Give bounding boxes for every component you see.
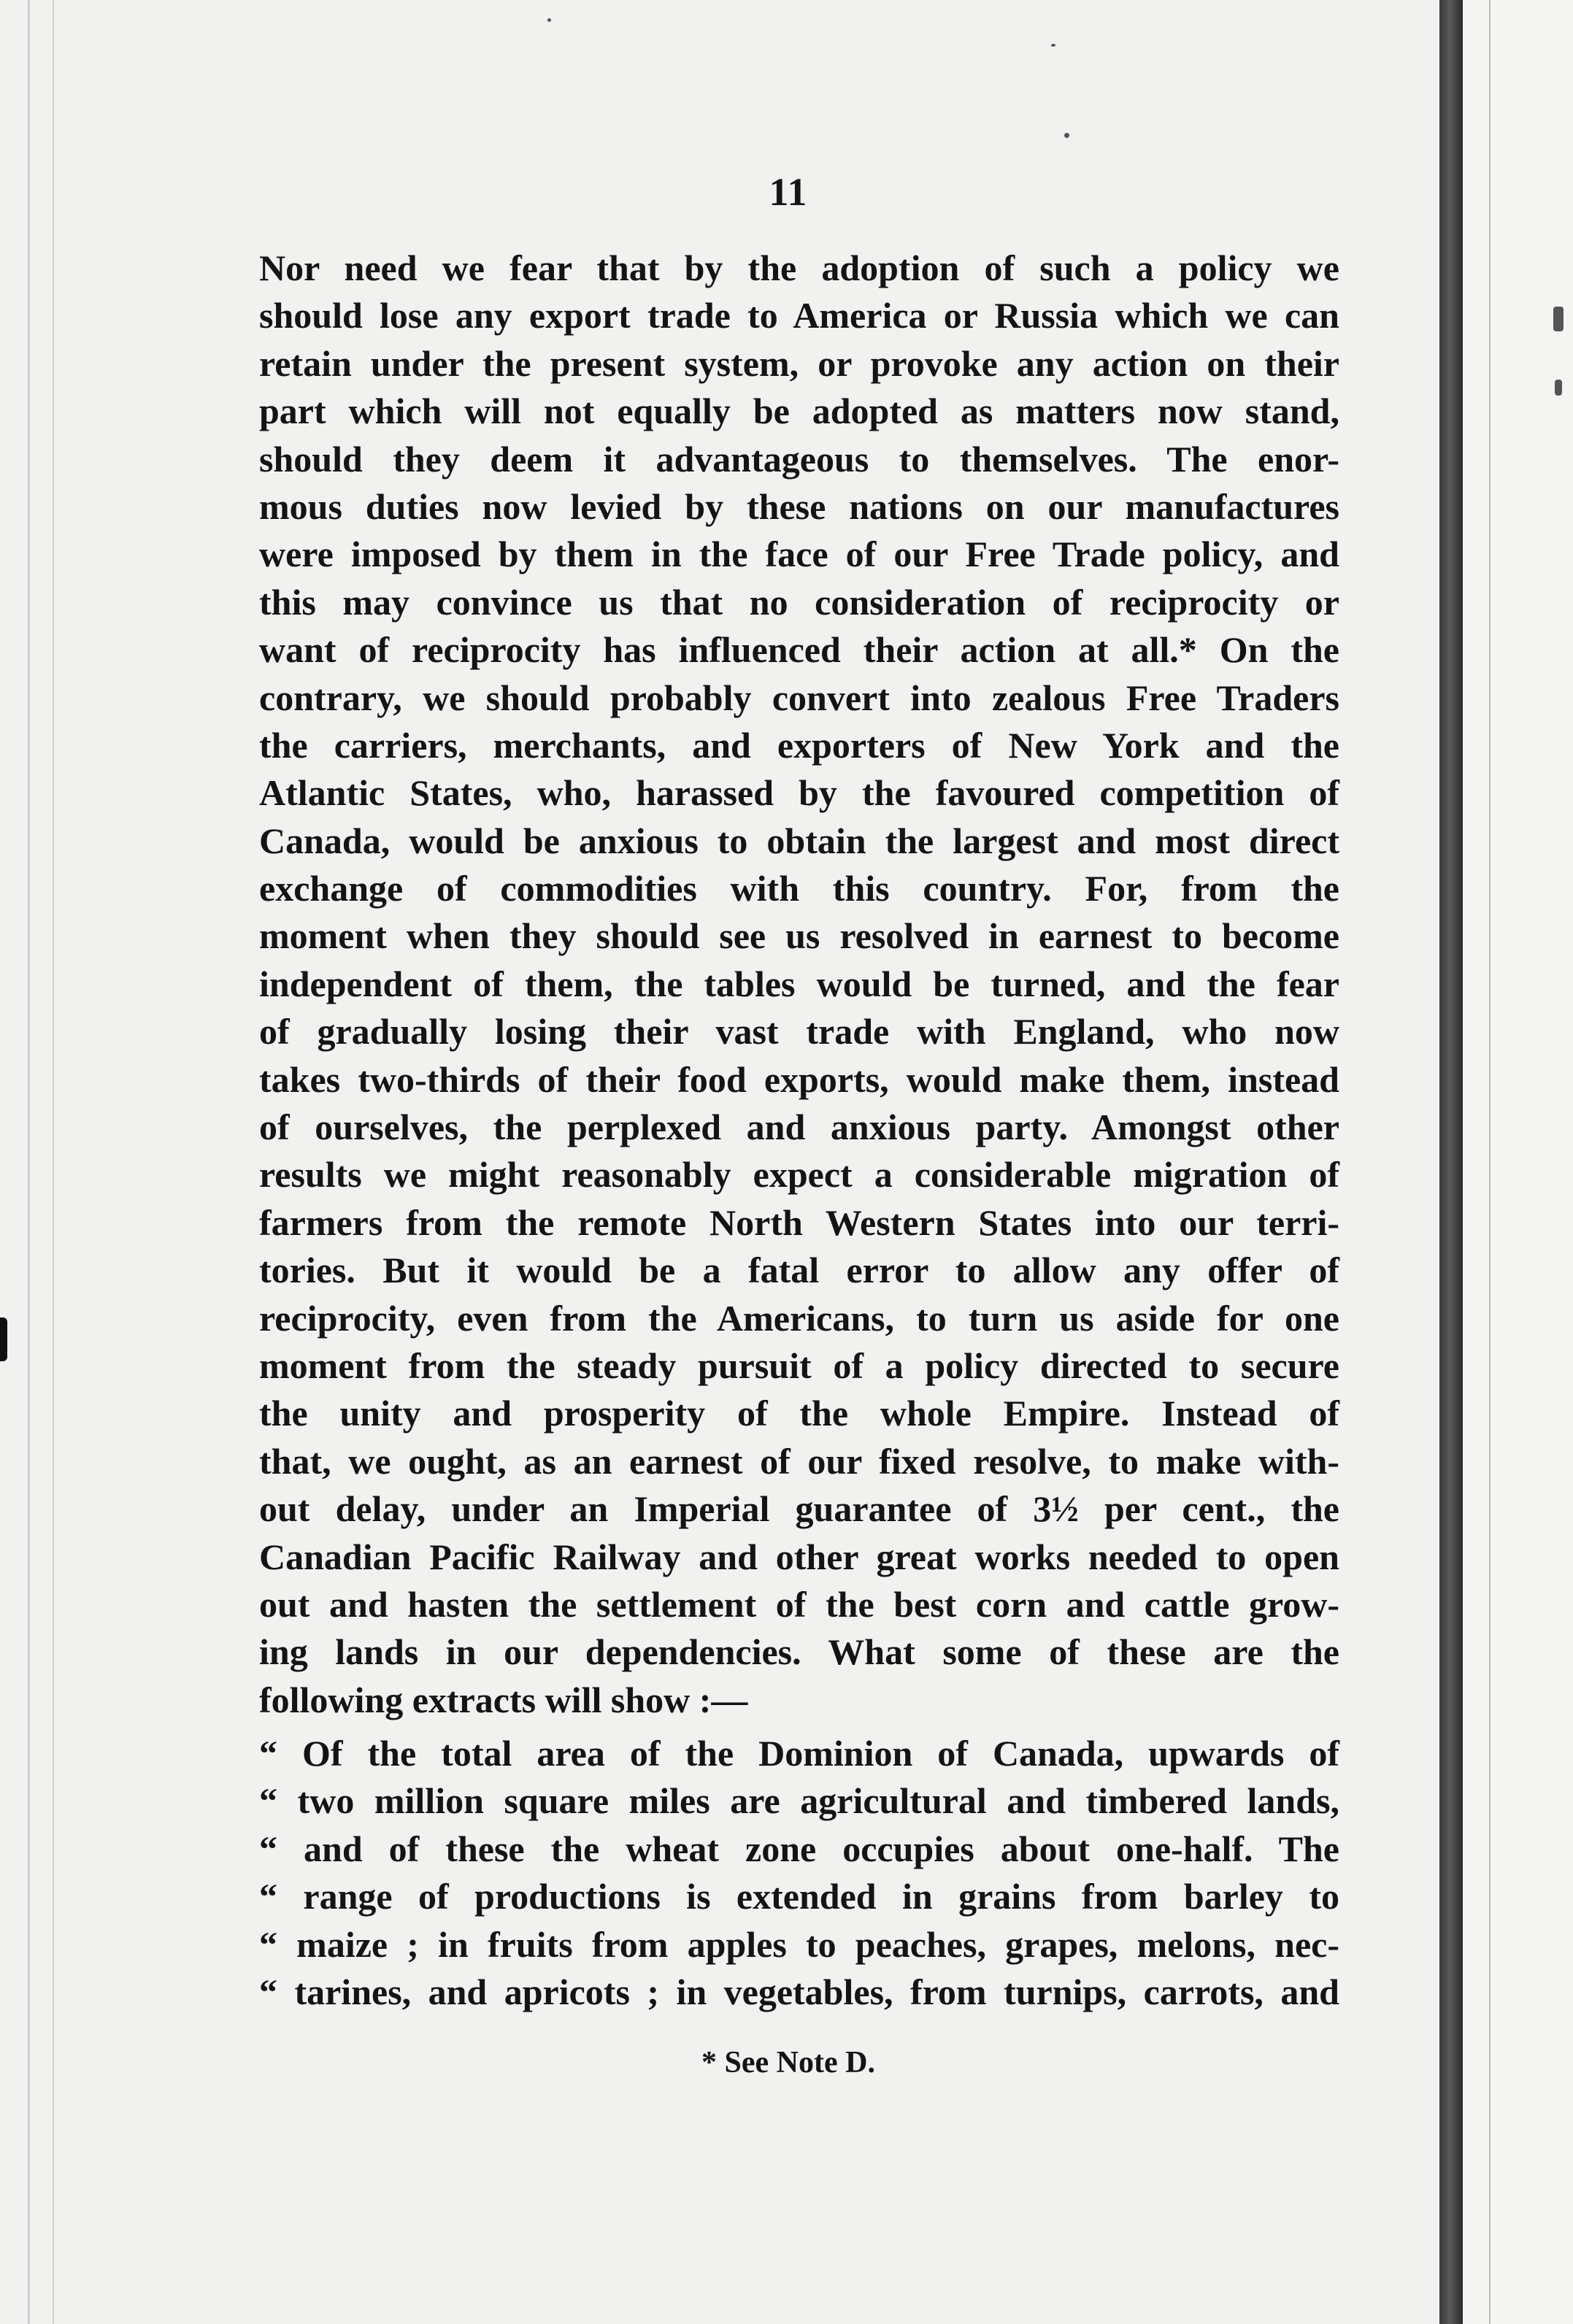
text-line: Nor need we fear that by the adoption of such a policy we xyxy=(259,247,1339,288)
text-line: retain under the present system, or provoke any action on their xyxy=(259,342,1339,384)
page-number: 11 xyxy=(769,170,808,214)
quote-line: “ and of these the wheat zone occupies about one-half. The xyxy=(259,1828,1339,1869)
text-line: were imposed by them in the face of our Free Trade policy, and xyxy=(259,534,1339,575)
text-line: independent of them, the tables would be turned, and the fear xyxy=(259,963,1339,1004)
paper-speck xyxy=(1555,380,1562,396)
text-line: takes two-thirds of their food exports, would make them, instead xyxy=(259,1058,1339,1100)
text-line: of gradually losing their vast trade with England, who now xyxy=(259,1011,1339,1053)
text-line: mous duties now levied by these nations on our manufactures xyxy=(259,485,1339,527)
text-line: tories. But it would be a fatal error to allow any offer of xyxy=(259,1250,1339,1291)
text-line: out and hasten the settlement of the best corn and cattle grow- xyxy=(259,1583,1339,1625)
text-line: contrary, we should probably convert into zealous Free Traders xyxy=(259,677,1339,718)
text-line: moment from the steady pursuit of a policy directed to secure xyxy=(259,1344,1339,1386)
page-edge-line xyxy=(53,0,54,2324)
quote-line: “ Of the total area of the Dominion of Canada, upwards of xyxy=(259,1733,1339,1774)
text-line: reciprocity, even from the Americans, to turn us aside for one xyxy=(259,1297,1339,1339)
text-line: following extracts will show :— xyxy=(259,1679,748,1720)
paper-speck xyxy=(1051,44,1055,47)
text-line: out delay, under an Imperial guarantee of 3½ per cent., the xyxy=(259,1488,1339,1530)
quoted-extract xyxy=(259,1730,1339,2016)
quote-line: “ range of productions is extended in grains from barley to xyxy=(259,1876,1339,1917)
text-line: want of reciprocity has influenced their action at all.* On the xyxy=(259,629,1339,671)
text-line: this may convince us that no consideration of reciprocity or xyxy=(259,581,1339,623)
text-line: part which will not equally be adopted as matters now stand, xyxy=(259,390,1339,432)
text-line: results we might reasonably expect a considerable migration of xyxy=(259,1154,1339,1196)
text-line: that, we ought, as an earnest of our fixed resolve, to make with- xyxy=(259,1440,1339,1482)
binding-mark xyxy=(0,1317,7,1361)
paper-speck xyxy=(1064,133,1069,138)
text-line: of ourselves, the perplexed and anxious party. Amongst other xyxy=(259,1107,1339,1148)
text-line: should lose any export trade to America or Russia which we can xyxy=(259,295,1339,336)
book-binding-edge xyxy=(1439,0,1463,2324)
paper-speck xyxy=(547,18,551,22)
text-line: the unity and prosperity of the whole Empire. Instead of xyxy=(259,1393,1339,1434)
text-line: moment when they should see us resolved in earnest to become xyxy=(259,915,1339,957)
quote-line: “ tarines, and apricots ; in vegetables, from turnips, carrots, and xyxy=(259,1971,1339,2012)
text-line: Canadian Pacific Railway and other great works needed to open xyxy=(259,1536,1339,1577)
facing-page-margin xyxy=(1463,0,1573,2324)
quote-line: “ maize ; in fruits from apples to peaches, grapes, melons, nec- xyxy=(259,1923,1339,1965)
text-line: Canada, would be anxious to obtain the largest and most direct xyxy=(259,820,1339,861)
page-edge-line xyxy=(28,0,30,2324)
quote-line: “ two million square miles are agricultural and timbered lands, xyxy=(259,1780,1339,1822)
text-line: exchange of commodities with this country. For, from the xyxy=(259,868,1339,909)
footnote: * See Note D. xyxy=(701,2046,875,2079)
text-line: Atlantic States, who, harassed by the favoured competition of xyxy=(259,772,1339,814)
text-line: farmers from the remote North Western States into our terri- xyxy=(259,1201,1339,1243)
text-line: the carriers, merchants, and exporters of New York and the xyxy=(259,724,1339,766)
main-paragraph xyxy=(259,245,1339,1724)
text-line: ing lands in our dependencies. What some of these are the xyxy=(259,1631,1339,1673)
text-line: should they deem it advantageous to themselves. The enor- xyxy=(259,438,1339,480)
paper-speck xyxy=(1553,307,1564,331)
page-edge-line xyxy=(1489,0,1491,2324)
